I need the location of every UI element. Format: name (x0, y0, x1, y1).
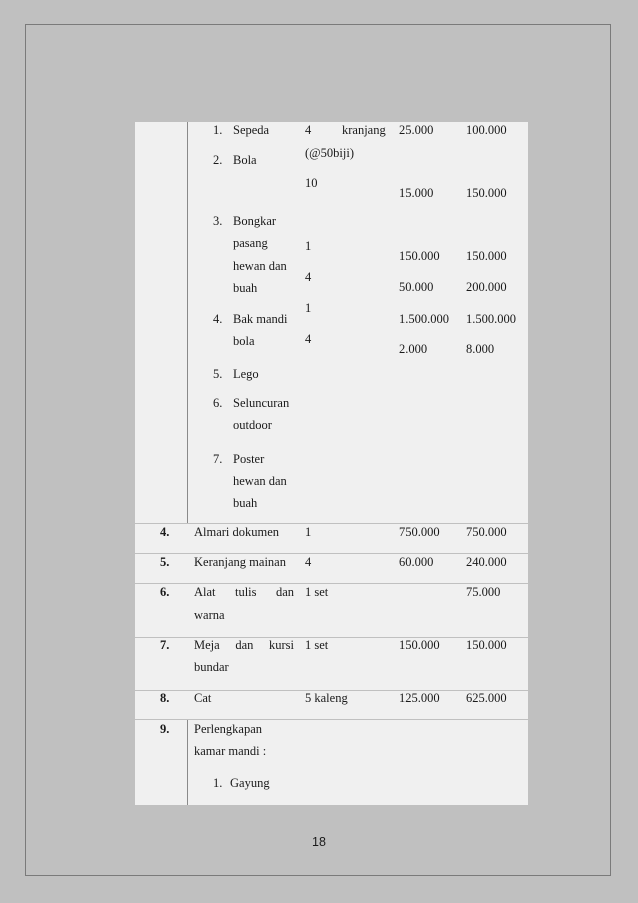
row-unit-price: 750.000 (399, 525, 440, 539)
row-number: 4. (160, 525, 170, 539)
row-qty: 1 set (305, 585, 329, 599)
item-number: 5. (213, 367, 223, 381)
row-qty: 1 (305, 525, 312, 539)
qty-value: (@50biji) (305, 146, 355, 160)
row-item: Cat (194, 691, 212, 705)
unit-price: 15.000 (399, 186, 434, 200)
qty-value: 1 (305, 301, 312, 315)
item-name: Poster (233, 452, 265, 466)
total-price: 100.000 (466, 123, 507, 137)
row-total: 750.000 (466, 525, 507, 539)
row-unit-price: 125.000 (399, 691, 440, 705)
row-item: Perlengkapan (194, 722, 263, 736)
unit-price: 2.000 (399, 342, 428, 356)
item-number: 4. (213, 312, 223, 326)
item-number: 2. (213, 153, 223, 167)
sub-item-name: Gayung (230, 776, 270, 790)
item-name: Sepeda (233, 123, 270, 137)
row-item: Alat tulis dan (194, 585, 294, 599)
total-price: 150.000 (466, 249, 507, 263)
row-item: bundar (194, 660, 229, 674)
item-number: 1. (213, 123, 223, 137)
item-name: outdoor (233, 418, 272, 432)
item-number: 3. (213, 214, 223, 228)
row-unit-price: 150.000 (399, 638, 440, 652)
unit-price: 1.500.000 (399, 312, 449, 326)
item-name: Bongkar (233, 214, 277, 228)
row-item: Meja dan kursi (194, 638, 294, 652)
row-number: 7. (160, 638, 170, 652)
item-name: hewan dan (233, 474, 287, 488)
row-qty: 1 set (305, 638, 329, 652)
sub-item-number: 1. (213, 776, 223, 790)
row-item: Keranjang mainan (194, 555, 286, 569)
row-number: 8. (160, 691, 170, 705)
row-total: 240.000 (466, 555, 507, 569)
total-price: 1.500.000 (466, 312, 516, 326)
row-number: 9. (160, 722, 170, 736)
item-number: 7. (213, 452, 223, 466)
item-name: pasang (233, 236, 268, 250)
total-price: 150.000 (466, 186, 507, 200)
item-name: buah (233, 496, 258, 510)
row-number: 5. (160, 555, 170, 569)
row-item: kamar mandi : (194, 744, 267, 758)
col-divider-top (187, 122, 188, 523)
unit-price: 50.000 (399, 280, 434, 294)
qty-value: 10 (305, 176, 318, 190)
total-price: 200.000 (466, 280, 507, 294)
item-number: 6. (213, 396, 223, 410)
col-divider-bottom (187, 720, 188, 805)
item-name: hewan dan (233, 259, 287, 273)
item-name: Bak mandi (233, 312, 288, 326)
row-total: 625.000 (466, 691, 507, 705)
row-item: Almari dokumen (194, 525, 280, 539)
row-number: 6. (160, 585, 170, 599)
row-item: warna (194, 608, 225, 622)
qty-value: 4 (305, 332, 312, 346)
item-name: Bola (233, 153, 257, 167)
row-total: 150.000 (466, 638, 507, 652)
row-total: 75.000 (466, 585, 501, 599)
qty-value: 4 (305, 270, 312, 284)
qty-unit: kranjang (342, 123, 386, 137)
item-name: bola (233, 334, 255, 348)
item-name: buah (233, 281, 258, 295)
unit-price: 25.000 (399, 123, 434, 137)
qty-value: 1 (305, 239, 312, 253)
total-price: 8.000 (466, 342, 495, 356)
row-qty: 4 (305, 555, 312, 569)
row-qty: 5 kaleng (305, 691, 348, 705)
item-name: Seluncuran (233, 396, 290, 410)
page-number: 18 (312, 835, 326, 849)
row-unit-price: 60.000 (399, 555, 434, 569)
item-name: Lego (233, 367, 259, 381)
qty-value: 4 (305, 123, 312, 137)
unit-price: 150.000 (399, 249, 440, 263)
